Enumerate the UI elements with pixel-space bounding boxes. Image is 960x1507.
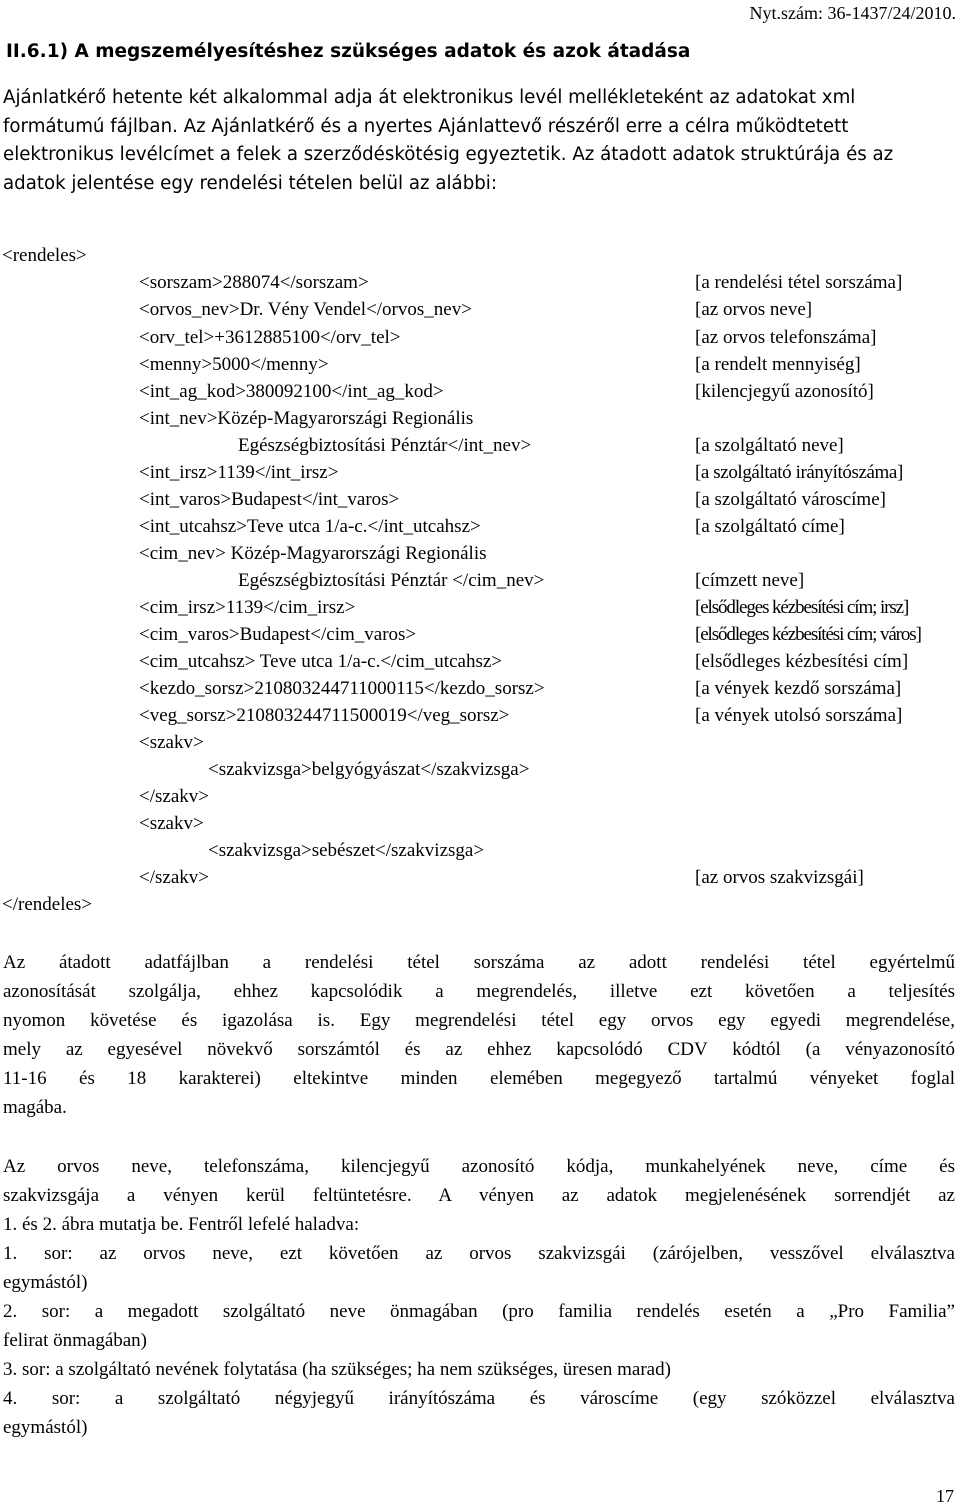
xml-line: <veg_sorsz>210803244711500019</veg_sorsz> — [139, 705, 510, 726]
xml-line: <sorszam>288074</sorszam> — [139, 272, 369, 293]
field-annotation: [elsődleges kézbesítési cím; város] — [695, 624, 921, 645]
xml-line: <int_varos>Budapest</int_varos> — [139, 489, 400, 510]
page-number: 17 — [936, 1486, 954, 1506]
field-annotation: [elsődleges kézbesítési cím] — [695, 651, 909, 672]
paragraph-line: Az átadott adatfájlban a rendelési tétel sorszáma az adott rendelési tétel egyértelmű — [3, 952, 955, 973]
xml-line: <szakvizsga>belgyógyászat</szakvizsga> — [208, 759, 530, 780]
field-annotation: [a rendelt mennyiség] — [695, 354, 861, 375]
xml-line: <int_ag_kod>380092100</int_ag_kod> — [139, 381, 444, 402]
explanation-paragraph — [3, 948, 955, 1122]
field-annotation: [a vények utolsó sorszáma] — [695, 705, 903, 726]
paragraph-line: 11-16 és 18 karakterei) eltekintve minden elemében megegyező tartalmú vényeket foglal — [3, 1068, 955, 1089]
field-annotation: [címzett neve] — [695, 570, 805, 591]
xml-line: <cim_nev> Közép-Magyarországi Regionális — [139, 543, 487, 564]
xml-line: <int_nev>Közép-Magyarországi Regionális — [139, 408, 474, 429]
paragraph-line: nyomon követése és igazolása is. Egy megrendelési tétel egy orvos egy egyedi megrendelése, — [3, 1010, 955, 1031]
document-number: Nyt.szám: 36-1437/24/2010. — [749, 3, 956, 23]
xml-line: <cim_varos>Budapest</cim_varos> — [139, 624, 417, 645]
paragraph-line: felirat önmagában) — [3, 1330, 148, 1351]
field-annotation: [elsődleges kézbesítési cím; irsz] — [695, 597, 909, 618]
field-annotation: [a vények kezdő sorszáma] — [695, 678, 902, 699]
paragraph-line: egymástól) — [3, 1272, 88, 1293]
field-annotation: [az orvos telefonszáma] — [695, 327, 877, 348]
xml-line: </szakv> — [139, 867, 209, 888]
intro-paragraph — [3, 84, 955, 198]
field-annotation: [az orvos szakvizsgái] — [695, 867, 864, 888]
field-annotation: [a rendelési tétel sorszáma] — [695, 272, 903, 293]
xml-line: <cim_irsz>1139</cim_irsz> — [139, 597, 356, 618]
xml-line: <kezdo_sorsz>210803244711000115</kezdo_sorsz> — [139, 678, 545, 699]
field-annotation: [a szolgáltató címe] — [695, 516, 845, 537]
field-annotation: [az orvos neve] — [695, 299, 813, 320]
paragraph-line: szakvizsgája a vényen kerül feltüntetésre. A vényen az adatok megjelenésének sorrendjét az — [3, 1185, 955, 1206]
paragraph-line: azonosítását szolgálja, ehhez kapcsolódik a megrendelés, illetve ezt követően a teljesítés — [3, 981, 955, 1002]
intro-text: Ajánlatkérő hetente két alkalommal adja át elektronikus levél mellékleteként az adatokat xml formátumú fájlban. Az Ajánlatkérő és a nyertes Ajánlattevő részéről erre a célra működtetett elektronikus levélcímet a felek a szerződéskötésig egyeztetik. Az átadott adatok struktúrája és az adatok jelentése egy rendelési tételen belül az alábbi: — [3, 87, 894, 194]
xml-root-open: <rendeles> — [2, 245, 87, 266]
xml-line: Egészségbiztosítási Pénztár</int_nev> — [238, 435, 532, 456]
paragraph-line: Az orvos neve, telefonszáma, kilencjegyű azonosító kódja, munkahelyének neve, címe és — [3, 1156, 955, 1177]
xml-line: <orvos_nev>Dr. Vény Vendel</orvos_nev> — [139, 299, 472, 320]
paragraph-line: 1. sor: az orvos neve, ezt követően az orvos szakvizsgái (zárójelben, vesszővel elválasztva — [3, 1243, 955, 1264]
field-annotation: [kilencjegyű azonosító] — [695, 381, 874, 402]
paragraph-line: 4. sor: a szolgáltató négyjegyű irányítószáma és városcíme (egy szóközzel elválasztva — [3, 1388, 955, 1409]
field-annotation: [a szolgáltató irányítószáma] — [695, 462, 903, 483]
xml-line: Egészségbiztosítási Pénztár </cim_nev> — [238, 570, 545, 591]
field-annotation: [a szolgáltató neve] — [695, 435, 844, 456]
xml-line: <int_irsz>1139</int_irsz> — [139, 462, 339, 483]
xml-line: <szakv> — [139, 732, 204, 753]
field-annotation: [a szolgáltató városcíme] — [695, 489, 886, 510]
xml-line: <int_utcahsz>Teve utca 1/a-c.</int_utcahsz> — [139, 516, 481, 537]
xml-line: <cim_utcahsz> Teve utca 1/a-c.</cim_utcahsz> — [139, 651, 502, 672]
paragraph-line: mely az egyesével növekvő sorszámtól és az ehhez kapcsolódó CDV kódtól (a vényazonosító — [3, 1039, 955, 1060]
xml-line: <orv_tel>+3612885100</orv_tel> — [139, 327, 401, 348]
xml-line: <szakv> — [139, 813, 204, 834]
xml-line: </szakv> — [139, 786, 209, 807]
xml-line: <szakvizsga>sebészet</szakvizsga> — [208, 840, 485, 861]
paragraph-line: 1. és 2. ábra mutatja be. Fentről lefelé haladva: — [3, 1214, 360, 1235]
paragraph-line: 2. sor: a megadott szolgáltató neve önmagában (pro familia rendelés esetén a „Pro Familia” — [3, 1301, 955, 1322]
paragraph-line: 3. sor: a szolgáltató nevének folytatása (ha szükséges; ha nem szükséges, üresen marad) — [3, 1359, 671, 1380]
paragraph-line: egymástól) — [3, 1417, 88, 1438]
xml-line: <menny>5000</menny> — [139, 354, 329, 375]
xml-root-close: </rendeles> — [2, 894, 93, 915]
layout-description-paragraph — [3, 1152, 955, 1442]
section-heading: II.6.1) A megszemélyesítéshez szükséges adatok és azok átadása — [6, 41, 691, 62]
paragraph-line: magába. — [3, 1097, 67, 1118]
